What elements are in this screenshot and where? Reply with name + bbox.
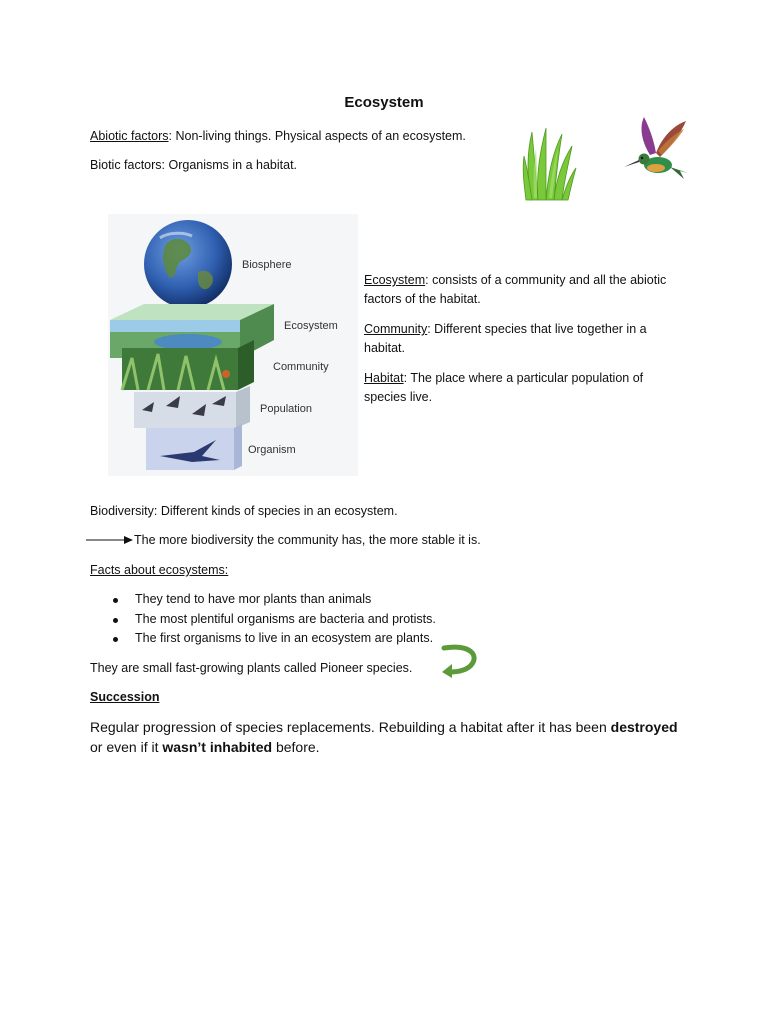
facts-list bbox=[110, 590, 436, 649]
biotic-line: Biotic factors: Organisms in a habitat. bbox=[90, 158, 298, 172]
list-item: The first organisms to live in an ecosystem are plants. bbox=[110, 629, 436, 649]
definition-colon: : bbox=[425, 273, 429, 287]
page-title: Ecosystem bbox=[344, 94, 424, 111]
list-item: They tend to have mor plants than animals bbox=[110, 590, 436, 610]
curved-arrow-icon bbox=[438, 642, 478, 678]
succession-text-part1: Regular progression of species replacements. Rebuilding a habitat after it has been bbox=[90, 719, 611, 735]
definition-term: Ecosystem bbox=[364, 273, 426, 287]
abiotic-term: Abiotic factors bbox=[90, 129, 169, 143]
succession-paragraph bbox=[90, 717, 690, 757]
level-label-community: Community bbox=[273, 361, 329, 373]
grass-image bbox=[522, 126, 578, 202]
level-label-biosphere: Biosphere bbox=[242, 259, 292, 271]
level-label-population: Population bbox=[260, 403, 312, 415]
abiotic-line bbox=[90, 127, 466, 145]
population-block bbox=[134, 386, 250, 428]
definitions-block bbox=[364, 271, 684, 418]
list-item: The most plentiful organisms are bacteria and protists. bbox=[110, 610, 436, 630]
facts-heading: Facts about ecosystems: bbox=[90, 563, 229, 577]
succession-text-part2: or even if it bbox=[90, 739, 163, 755]
definition-ecosystem bbox=[364, 271, 684, 309]
definition-text: The place where a particular population of species live. bbox=[364, 371, 644, 404]
succession-text-part3: before. bbox=[272, 739, 320, 755]
definition-colon: : bbox=[403, 371, 408, 385]
succession-bold-wasnt-inhabited: wasn’t inhabited bbox=[162, 739, 273, 755]
definition-term: Habitat bbox=[364, 371, 404, 385]
definition-text: Different species that live together in a habitat. bbox=[364, 322, 647, 355]
definition-habitat bbox=[364, 369, 684, 407]
definition-term: Community bbox=[364, 322, 428, 336]
level-label-ecosystem: Ecosystem bbox=[284, 320, 338, 332]
biosphere-globe bbox=[144, 220, 232, 308]
abiotic-colon: : bbox=[168, 129, 172, 143]
hummingbird-image bbox=[622, 115, 692, 189]
level-label-organism: Organism bbox=[248, 444, 296, 456]
succession-heading: Succession bbox=[90, 690, 160, 704]
pioneer-line: They are small fast-growing plants called Pioneer species. bbox=[90, 661, 413, 675]
succession-bold-destroyed: destroyed bbox=[610, 719, 678, 735]
right-arrow-icon bbox=[86, 534, 134, 546]
organism-block bbox=[146, 424, 242, 470]
definition-community bbox=[364, 320, 684, 358]
definition-colon: : bbox=[427, 322, 431, 336]
abiotic-text: Non-living things. Physical aspects of an ecosystem. bbox=[172, 129, 466, 143]
biodiversity-line: Biodiversity: Different kinds of species in an ecosystem. bbox=[90, 504, 398, 518]
organization-levels-diagram bbox=[108, 214, 358, 476]
definition-text: consists of a community and all the abiotic factors of the habitat. bbox=[364, 273, 667, 306]
stability-line: The more biodiversity the community has, the more stable it is. bbox=[134, 533, 481, 547]
